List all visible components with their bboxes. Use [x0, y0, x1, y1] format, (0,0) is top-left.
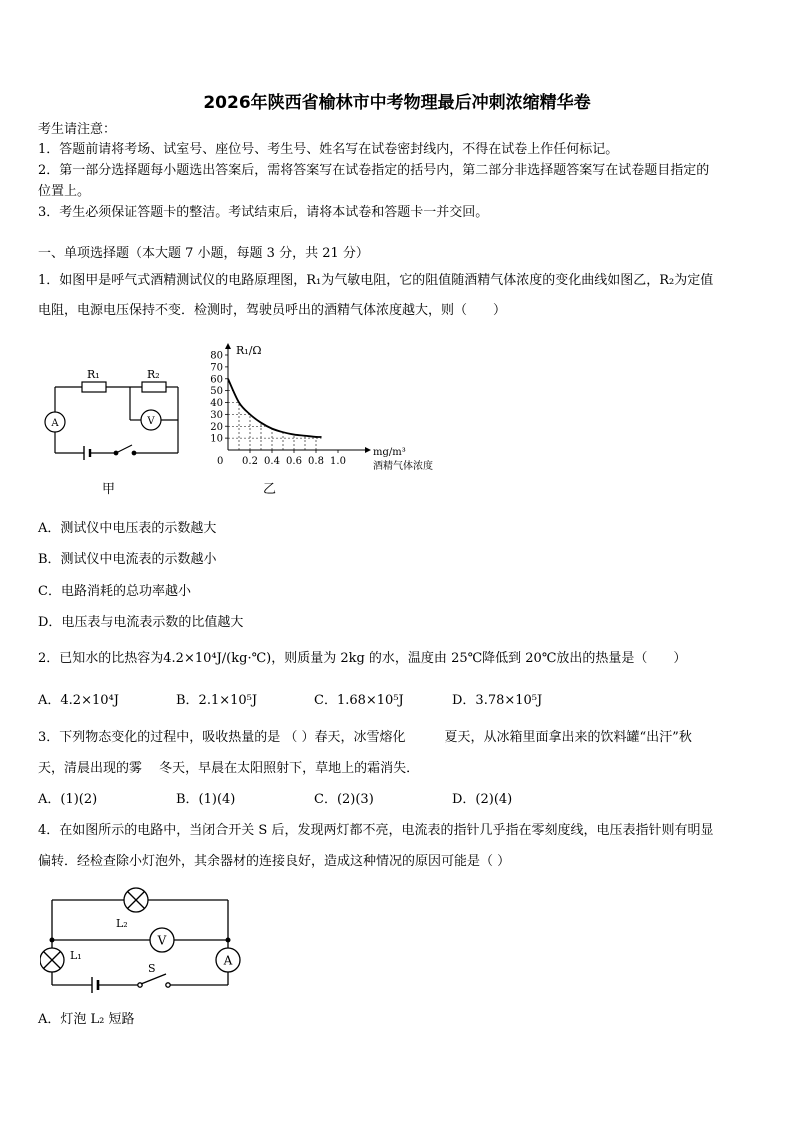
q4-stem-line2: 偏转．经检查除小灯泡外，其余器材的连接良好，造成这种情况的原因可能是（ ） [38, 854, 511, 869]
resistance-curve [228, 379, 322, 437]
q4-circuit-figure [40, 880, 250, 998]
l1-label: L₁ [70, 949, 82, 962]
q3-option-c: C．(2)(3) [314, 792, 374, 807]
q3-option-d: D．(2)(4) [452, 792, 513, 807]
x-tick-label: 0.2 [242, 456, 258, 467]
section-heading: 一、单项选择题（本大题 7 小题，每题 3 分，共 21 分） [38, 246, 369, 261]
notice-item-3: 3．考生必须保证答题卡的整洁。考试结束后，请将本试卷和答题卡一并交回。 [38, 205, 489, 220]
notice-item-2: 2．第一部分选择题每小题选出答案后，需将答案写在试卷指定的括号内，第二部分非选择题答案写在试卷题目指定的 [38, 163, 710, 178]
q3-option-a: A．(1)(2) [38, 792, 98, 807]
q2-option-b: B．2.1×10⁵J [176, 693, 258, 708]
q1-circuit-figure [40, 360, 190, 465]
x-tick-label: 0.6 [286, 456, 302, 467]
y-tick-label: 20 [210, 421, 223, 433]
q1-stem-line1: 1．如图甲是呼气式酒精测试仪的电路原理图，R₁为气敏电阻，它的阻值随酒精气体浓度的变化曲线如图乙，R₂为定值 [38, 273, 714, 288]
r2-label: R₂ [147, 368, 160, 381]
q3-stem-line1: 3．下列物态变化的过程中，吸收热量的是 （ ）春天，冰雪熔化 夏天，从冰箱里面拿出来的饮料罐“出汗”秋 [38, 730, 692, 745]
notice-item-1: 1．答题前请将考场、试室号、座位号、考生号、姓名写在试卷密封线内，不得在试卷上作任何标记。 [38, 142, 619, 157]
q3-stem-line2: 天，清晨出现的雾 冬天，早晨在太阳照射下，草地上的霜消失． [38, 761, 420, 776]
y-tick-label: 80 [210, 350, 223, 362]
voltmeter-label: V [157, 933, 167, 948]
r1-label: R₁ [87, 368, 100, 381]
chart-origin: 0 [217, 456, 224, 467]
x-tick-label: 0.4 [264, 456, 280, 467]
y-tick-label: 40 [210, 398, 223, 409]
resistor-r2 [142, 382, 166, 392]
fig-a-caption: 甲 [102, 482, 116, 497]
y-tick-label: 30 [210, 409, 223, 421]
y-tick-label: 10 [210, 433, 223, 445]
y-tick-label: 60 [210, 374, 223, 386]
l2-label: L₂ [116, 917, 128, 930]
resistor-r1 [82, 382, 106, 392]
x-axis-unit: mg/m³ [373, 447, 406, 458]
x-tick-label: 0.8 [308, 456, 324, 467]
notice-item-2-cont: 位置上。 [38, 184, 91, 199]
switch-label: S [148, 962, 156, 975]
notice-heading: 考生请注意： [38, 122, 117, 137]
q2-option-c: C．1.68×10⁵J [314, 693, 404, 708]
q1-option-a: A．测试仪中电压表的示数越大 [38, 521, 217, 536]
y-tick-label: 50 [210, 386, 223, 398]
voltmeter-label: V [147, 416, 155, 427]
ammeter-label: A [223, 953, 233, 968]
x-axis-label: 酒精气体浓度 [373, 461, 433, 472]
q2-stem: 2．已知水的比热容为4.2×10⁴J/(kg·℃)，则质量为 2kg 的水，温度由 25℃降低到 20℃放出的热量是（ ） [38, 651, 687, 666]
page-title: 2026年陕西省榆林市中考物理最后冲刺浓缩精华卷 [203, 93, 591, 113]
y-axis-label: R₁/Ω [236, 344, 262, 357]
q1-resistance-chart [200, 338, 460, 478]
q1-stem-line2: 电阻，电源电压保持不变．检测时，驾驶员呼出的酒精气体浓度越大，则（ ） [38, 303, 507, 318]
y-tick-label: 70 [210, 362, 223, 374]
q3-option-b: B．(1)(4) [176, 792, 236, 807]
q1-option-d: D．电压表与电流表示数的比值越大 [38, 615, 244, 630]
q4-stem-line1: 4．在如图所示的电路中，当闭合开关 S 后，发现两灯都不亮，电流表的指针几乎指在零刻度线，电压表指针则有明显 [38, 823, 714, 838]
q2-option-d: D．3.78×10⁵J [452, 693, 543, 708]
q1-option-c: C．电路消耗的总功率越小 [38, 584, 191, 599]
q2-option-a: A．4.2×10⁴J [38, 693, 119, 708]
q4-option-a: A．灯泡 L₂ 短路 [38, 1012, 135, 1027]
q1-option-b: B．测试仪中电流表的示数越小 [38, 552, 217, 567]
x-tick-label: 1.0 [330, 456, 346, 467]
fig-b-caption: 乙 [263, 482, 277, 497]
ammeter-label: A [51, 418, 59, 429]
